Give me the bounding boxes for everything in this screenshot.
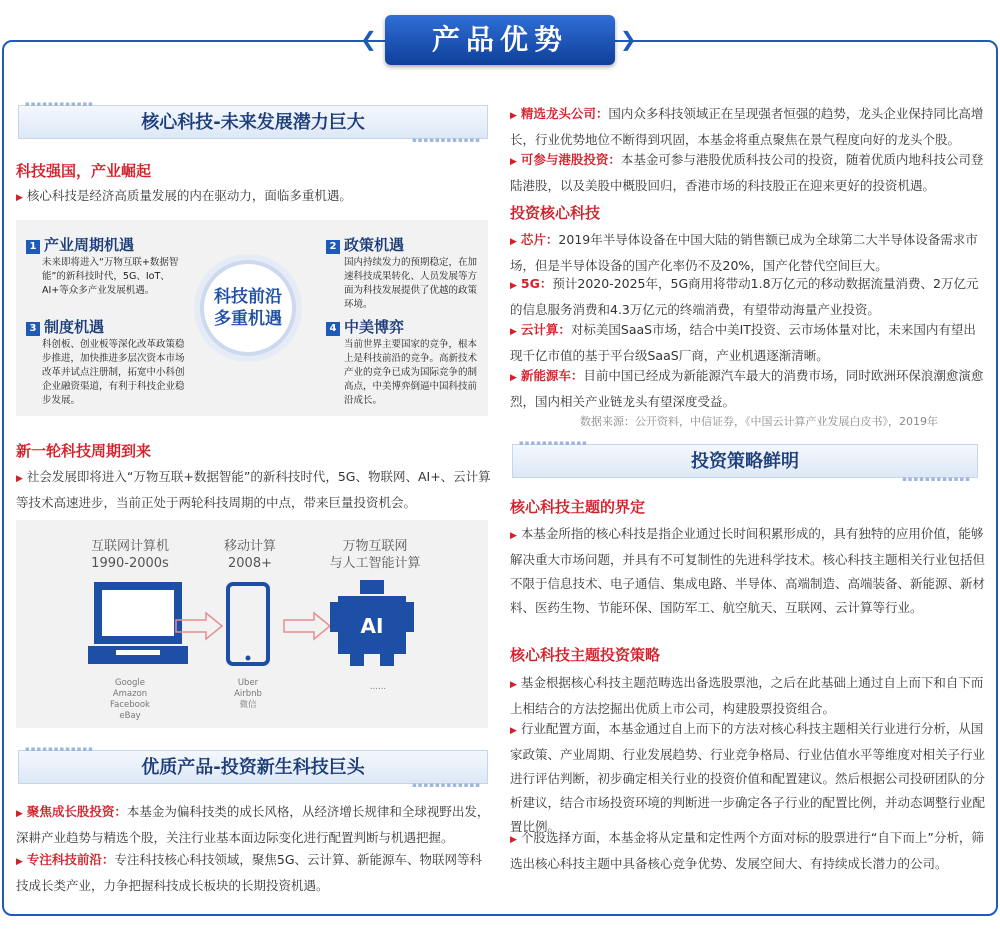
heading-strategy: 核心科技主题投资策略 [510,646,661,664]
header-rule-right [645,40,988,42]
chevron-right-icon: ❯ [620,27,637,51]
banner-core-tech-label: 核心科技-未来发展潜力巨大 [141,112,365,133]
data-source-note: 数据来源：公开资料，中信证券，《中国云计算产业发展白皮书》，2019年 [580,415,938,428]
era-mobile-label: 移动计算 2008+ [223,539,276,571]
heading-invest-core: 投资核心科技 [510,204,601,222]
banner-core-tech: ▪▪▪▪▪▪▪▪▪▪▪▪ 核心科技-未来发展潜力巨大 ▪▪▪▪▪▪▪▪▪▪▪▪ [18,105,488,139]
opp-text-4: 当前世界主要国家的竞争，根本上是科技前沿的竞争。高新技术产业的竞争已成为国际竞争的制高点，中美博弈倒逼中国科技前沿成长。 [344,339,478,406]
desktop-computer-icon [88,582,188,664]
opp-text-3: 科创板、创业板等深化改革政策稳步推进，加快推进多层次资本市场改革并试点注册制，拓宽中小科创企业融资渠道，有利于科技企业稳步发展。 [42,339,185,406]
arrow-right-icon [284,613,330,639]
opp-text-2: 国内持续发力的预期稳定，在加速科技成果转化、人员发展等方面为科技发展提供了优越的政策环境。 [344,257,478,310]
era-iot-examples: ...... [369,682,387,692]
ai-badge: AI [360,614,384,638]
opp-title-1: 1 产业周期机遇 [26,234,134,255]
opp-title-4: 4 中美博弈 [326,316,404,337]
page-title: 产品优势 [385,15,615,65]
bullet-new-cycle: ▶ 社会发展即将进入“万物互联+数据智能”的新科技时代，5G、物联网、AI+、云计算等技术高速进步，当前正处于两轮科技周期的中点，带来巨量投资机会。 [16,469,491,510]
heading-tech-power: 科技强国，产业崛起 [16,162,152,180]
smartphone-icon [228,584,268,664]
bullet-tech-power: ▶ 核心科技是经济高质量发展的内在驱动力，面临多重机遇。 [16,188,352,203]
era-mobile-examples: Uber Airbnb 微信 [234,678,262,710]
era-internet-examples: Google Amazon Facebook eBay [110,678,150,721]
header-rule-left [12,40,357,42]
invest-item-5g: ▶ 5G：预计2020-2025年，5G商用将带动1.8万亿元的移动数据流量消费、2万亿元的信息服务消费和4.3万亿元的终端消费，有望带动海量产业投资。 [510,276,979,317]
right-top-item-1: ▶ 精选龙头公司：国内众多科技领域正在呈现强者恒强的趋势，龙头企业保持同比高增长，行业优势地位不断得到巩固，本基金将重点聚焦在景气程度向好的龙头个股。 [510,106,984,147]
heading-new-cycle: 新一轮科技周期到来 [16,442,152,460]
banner-strategy-label: 投资策略鲜明 [691,451,799,472]
definition-text: ▶ 本基金所指的核心科技是指企业通过长时间积累形成的，具有独特的应用价值，能够解决重大市场问题，并具有不可复制性的先进科学技术。核心科技主题相关行业包括但不限于信息技术、电子通信、集成电路、半导体、高端制造、高端装备、新能源、新材料、医药生物、节能环保、国防军工、航空航天、互联网、云计算等行业。 [510,526,986,615]
invest-item-ev: ▶ 新能源车：目前中国已经成为新能源汽车最大的消费市场，同时欧洲环保浪潮愈演愈烈，国内相关产业链龙头有望深度受益。 [510,368,984,409]
strategy-item-2: ▶ 行业配置方面，本基金通过自上而下的方法对核心科技主题相关行业进行分析，从国家政策、产业周期、行业发展趋势、行业竞争格局、行业估值水平等维度对相关子行业进行评估判断，初步确定相关行业的投资价值和配置建议。然后根据公司投研团队的分析建议，结合市场投资环境的判断进一步确定各子行业的配置比例，并动态调整行业配置比例。 [510,721,986,834]
era-internet-label: 互联网计算机 1990-2000s [90,539,169,571]
opp-title-2: 2 政策机遇 [326,234,404,255]
banner-quality-product-label: 优质产品-投资新生科技巨头 [141,757,365,778]
invest-item-chip: ▶ 芯片：2019年半导体设备在中国大陆的销售额已成为全球第二大半导体设备需求市场，但是半导体设备的国产化率仍不及20%，国产化替代空间巨大。 [510,232,978,273]
opportunities-center-badge: 科技前沿 多重机遇 [200,260,296,356]
opp-title-3: 3 制度机遇 [26,316,104,337]
heading-definition: 核心科技主题的界定 [510,498,646,516]
banner-quality-product: ▪▪▪▪▪▪▪▪▪▪▪▪ 优质产品-投资新生科技巨头 ▪▪▪▪▪▪▪▪▪▪▪▪ [18,750,488,784]
chevron-left-icon: ❮ [360,27,377,51]
right-top-item-2: ▶ 可参与港股投资：本基金可参与港股优质科技公司的投资，随着优质内地科技公司登陆港股，以及美股中概股回归，香港市场的科技股正在迎来更好的投资机遇。 [510,152,984,193]
strategy-item-1: ▶ 基金根据核心科技主题范畴选出备选股票池，之后在此基础上通过自上而下和自下而上相结合的方法挖掘出优质上市公司，构建股票投资组合。 [510,675,984,716]
banner-strategy: ▪▪▪▪▪▪▪▪▪▪▪▪ 投资策略鲜明 ▪▪▪▪▪▪▪▪▪▪▪▪ [512,444,978,478]
invest-item-cloud: ▶ 云计算：对标美国SaaS市场，结合中美IT投资、云市场体量对比，未来国内有望出现千亿市值的基于平台级SaaS厂商，产业机遇逐渐清晰。 [510,322,976,363]
era-iot-ai-label: 万物互联网 与人工智能计算 [329,539,421,571]
product-item-2: ▶ 专注科技前沿：专注科技核心科技领域，聚焦5G、云计算、新能源车、物联网等科技成长类产业，力争把握科技成长板块的长期投资机遇。 [16,852,483,893]
arrow-right-icon [176,613,222,639]
opp-text-1: 未来即将进入“万物互联+数据智能”的新科技时代，5G、IoT、AI+等众多产业发展机遇。 [42,257,179,296]
product-item-1: ▶ 聚焦成长股投资：本基金为偏科技类的成长风格，从经济增长规律和全球视野出发，深耕产业趋势与精选个股，关注行业基本面边际变化进行配置判断与机遇把握。 [16,804,490,845]
strategy-item-3: ▶ 个股选择方面，本基金将从定量和定性两个方面对标的股票进行“自下而上”分析，筛选出核心科技主题中具备核心竞争优势、发展空间大、有持续成长潜力的公司。 [510,830,984,871]
